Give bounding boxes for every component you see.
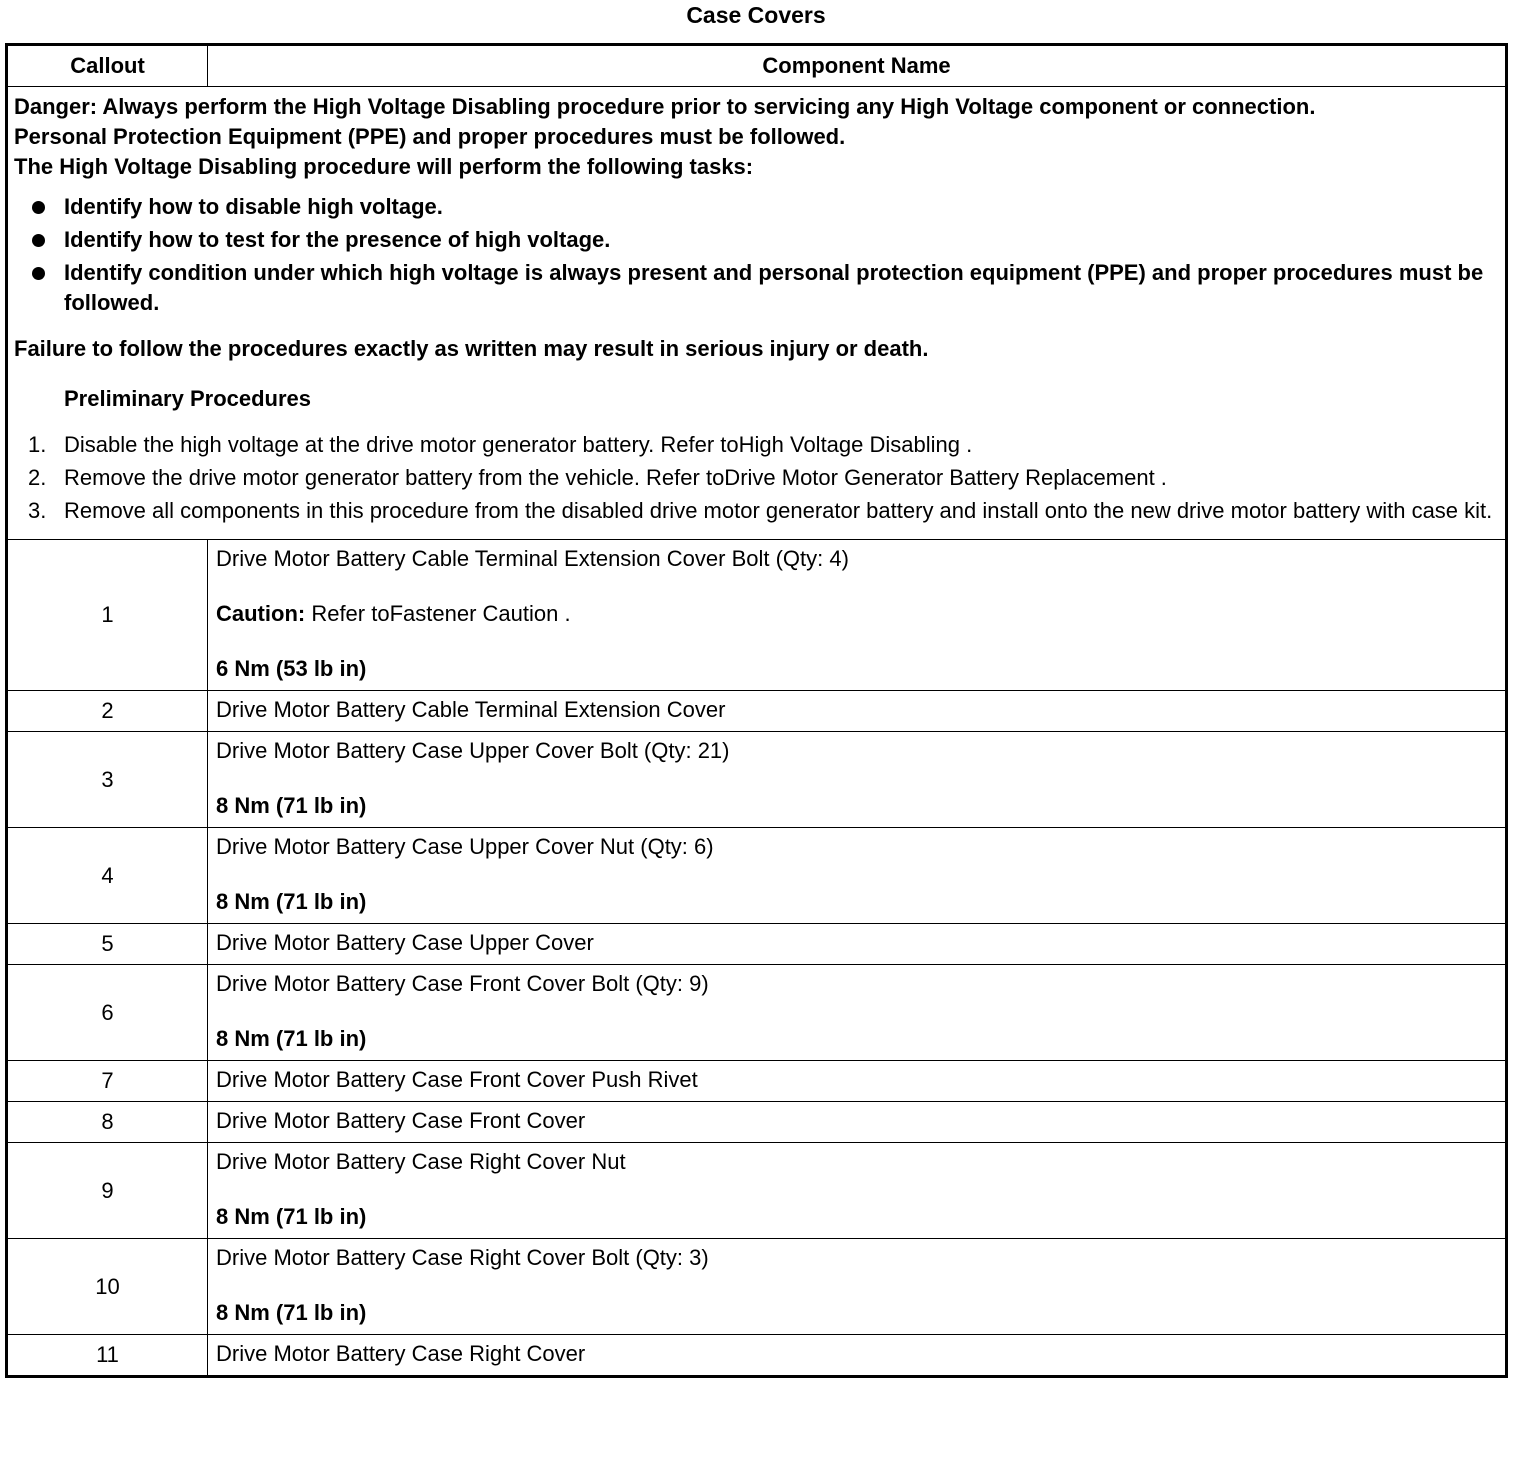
table-row (7, 691, 1507, 732)
callout-cell: 4 (7, 828, 208, 924)
list-item (14, 430, 1501, 460)
danger-line: The High Voltage Disabling procedure will perform the following tasks: (14, 154, 754, 179)
caution-text: Refer toFastener Caution . (305, 601, 571, 626)
page-title: Case Covers (686, 2, 826, 28)
component-cell (208, 1061, 1507, 1102)
component-cell (208, 1143, 1507, 1239)
task-list (14, 192, 1501, 318)
danger-line: Personal Protection Equipment (PPE) and proper procedures must be followed. (14, 124, 846, 149)
table-row (7, 965, 1507, 1061)
step-number: 3. (28, 498, 47, 523)
callout-cell: 6 (7, 965, 208, 1061)
preliminary-steps (14, 430, 1501, 526)
components-table (5, 43, 1508, 1378)
step-number: 2. (28, 465, 47, 490)
component-cell (208, 1102, 1507, 1143)
component-rows (7, 540, 1507, 1377)
component-name: Drive Motor Battery Case Right Cover (216, 1341, 586, 1366)
component-cell (208, 540, 1507, 691)
table-row (7, 924, 1507, 965)
callout-cell: 5 (7, 924, 208, 965)
list-item (14, 192, 1501, 222)
component-name: Drive Motor Battery Case Upper Cover Bolt (Qty: 21) (216, 738, 730, 763)
torque-spec: 8 Nm (71 lb in) (216, 1204, 367, 1229)
callout-cell: 11 (7, 1335, 208, 1377)
table-row (7, 1335, 1507, 1377)
spacer (216, 999, 1497, 1024)
component-name: Drive Motor Battery Case Right Cover Bolt (Qty: 3) (216, 1245, 709, 1270)
callout-cell: 2 (7, 691, 208, 732)
task-text: Identify condition under which high voltage is always present and personal protection equipment (PPE) and proper procedures must be followed. (64, 260, 1484, 315)
spacer (216, 574, 1497, 599)
task-text: Identify how to test for the presence of high voltage. (64, 227, 611, 252)
component-cell (208, 691, 1507, 732)
list-item (14, 258, 1501, 318)
table-row (7, 540, 1507, 691)
table-row (7, 1143, 1507, 1239)
spacer (216, 1177, 1497, 1202)
table-row (7, 1239, 1507, 1335)
torque-spec: 8 Nm (71 lb in) (216, 889, 367, 914)
component-cell (208, 965, 1507, 1061)
list-item (14, 225, 1501, 255)
component-name: Drive Motor Battery Case Front Cover (216, 1108, 586, 1133)
spacer (216, 1273, 1497, 1298)
component-name: Drive Motor Battery Case Upper Cover Nut (Qty: 6) (216, 834, 714, 859)
component-name: Drive Motor Battery Cable Terminal Extension Cover (216, 697, 726, 722)
step-text: Remove the drive motor generator battery from the vehicle. Refer toDrive Motor Generator Battery Replacement . (64, 465, 1167, 490)
component-cell (208, 732, 1507, 828)
spacer (216, 766, 1497, 791)
caution-label: Caution: (216, 601, 306, 626)
bullet-icon (32, 267, 45, 280)
bullet-icon (32, 201, 45, 214)
spacer (216, 862, 1497, 887)
step-text: Disable the high voltage at the drive motor generator battery. Refer toHigh Voltage Disabling . (64, 432, 973, 457)
bullet-icon (32, 234, 45, 247)
torque-spec: 8 Nm (71 lb in) (216, 793, 367, 818)
callout-cell: 3 (7, 732, 208, 828)
danger-line: Danger: Always perform the High Voltage Disabling procedure prior to servicing any High Voltage component or connection. (14, 94, 1316, 119)
component-cell (208, 1335, 1507, 1377)
component-name: Drive Motor Battery Cable Terminal Extension Cover Bolt (Qty: 4) (216, 546, 849, 571)
danger-notice (7, 87, 1507, 540)
component-name: Drive Motor Battery Case Upper Cover (216, 930, 594, 955)
component-name: Drive Motor Battery Case Front Cover Bolt (Qty: 9) (216, 971, 709, 996)
table-row (7, 828, 1507, 924)
torque-spec: 6 Nm (53 lb in) (216, 656, 367, 681)
header-component-name: Component Name (208, 45, 1507, 87)
list-item (14, 463, 1501, 493)
callout-cell: 10 (7, 1239, 208, 1335)
preliminary-title: Preliminary Procedures (64, 386, 312, 411)
spacer (216, 629, 1497, 654)
header-callout: Callout (7, 45, 208, 87)
table-row (7, 732, 1507, 828)
list-item (14, 496, 1501, 526)
table-row (7, 1061, 1507, 1102)
torque-spec: 8 Nm (71 lb in) (216, 1300, 367, 1325)
callout-cell: 7 (7, 1061, 208, 1102)
callout-cell: 9 (7, 1143, 208, 1239)
table-header-row (7, 45, 1507, 87)
table-row (7, 1102, 1507, 1143)
caution-note (216, 599, 1497, 629)
component-cell (208, 1239, 1507, 1335)
notice-row (7, 87, 1507, 540)
component-cell (208, 924, 1507, 965)
failure-warning: Failure to follow the procedures exactly as written may result in serious injury or death. (14, 336, 929, 361)
callout-cell: 1 (7, 540, 208, 691)
callout-cell: 8 (7, 1102, 208, 1143)
step-number: 1. (28, 432, 47, 457)
step-text: Remove all components in this procedure from the disabled drive motor generator battery and install onto the new drive motor battery with case kit. (64, 498, 1493, 523)
task-text: Identify how to disable high voltage. (64, 194, 443, 219)
component-cell (208, 828, 1507, 924)
component-name: Drive Motor Battery Case Right Cover Nut (216, 1149, 626, 1174)
component-name: Drive Motor Battery Case Front Cover Push Rivet (216, 1067, 698, 1092)
torque-spec: 8 Nm (71 lb in) (216, 1026, 367, 1051)
